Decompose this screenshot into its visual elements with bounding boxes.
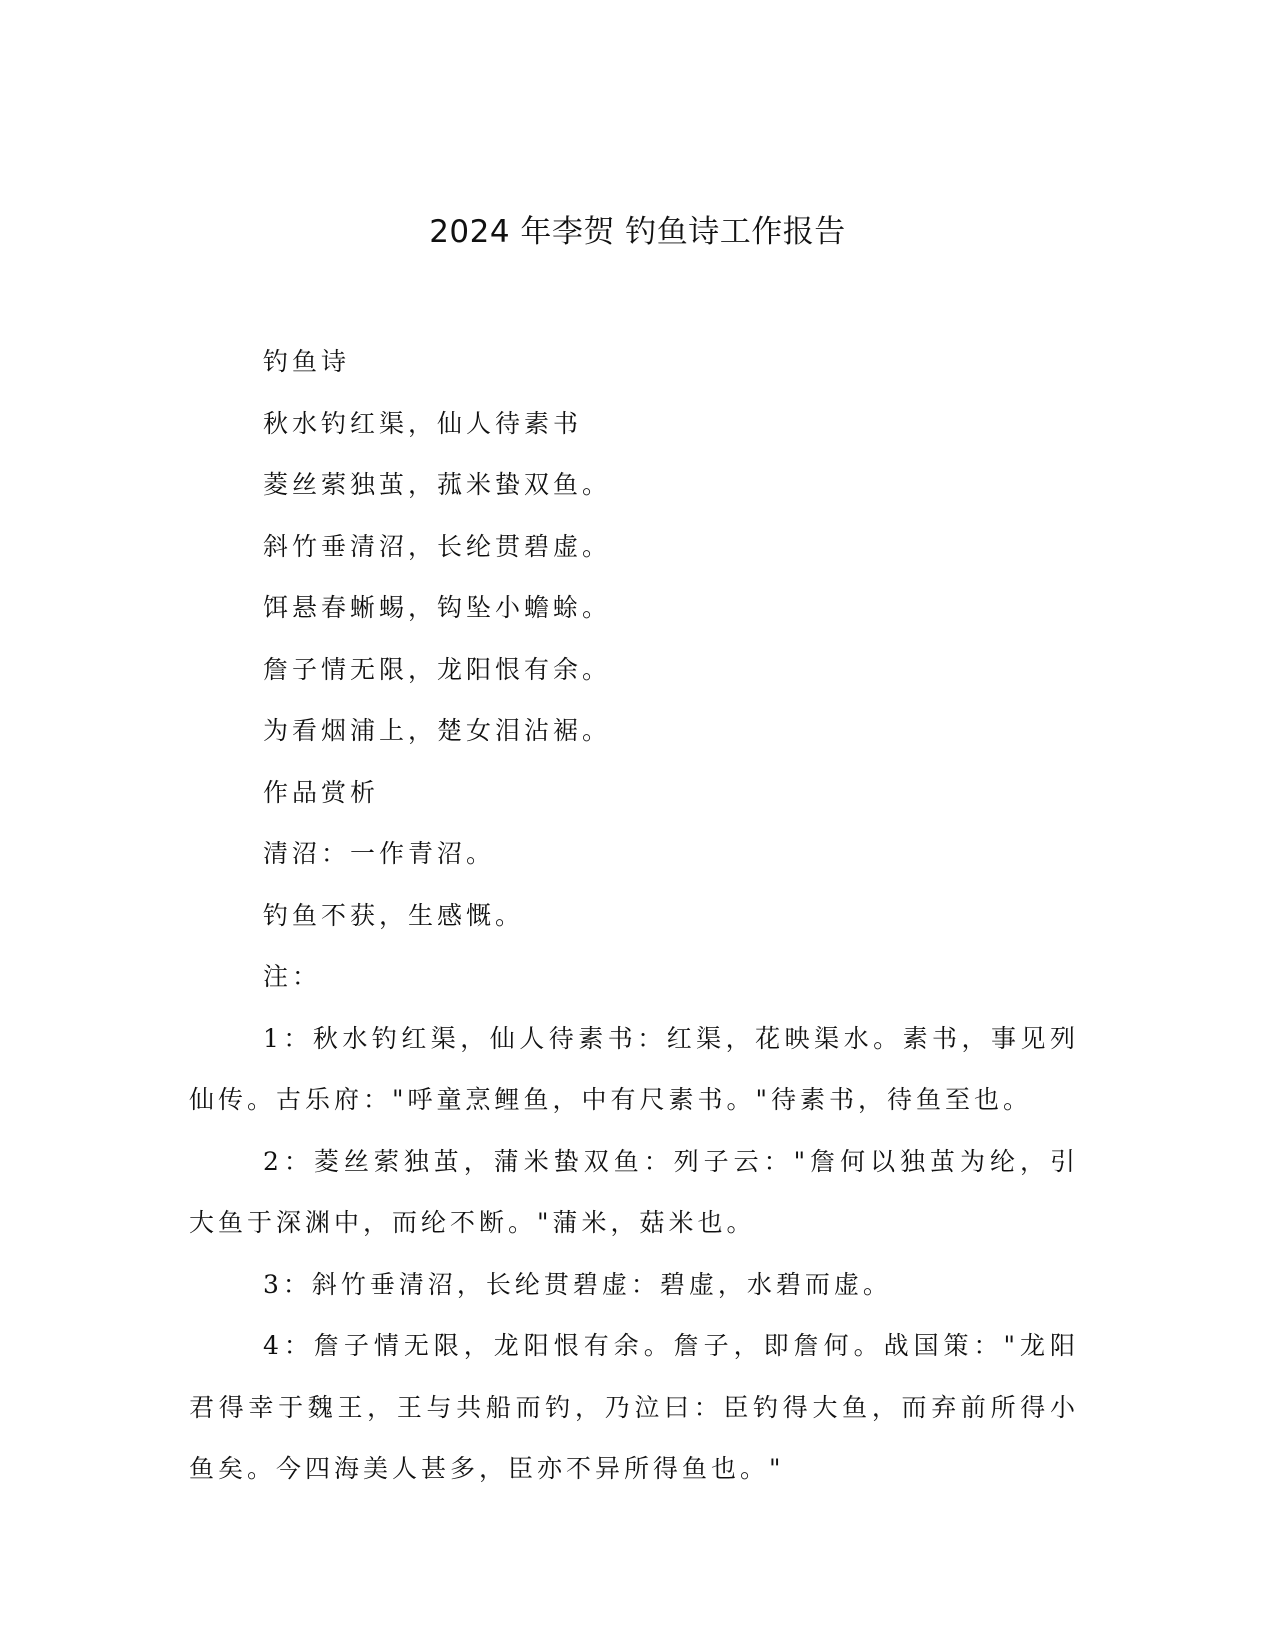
note-1: 1：秋水钓红渠，仙人待素书：红渠，花映渠水。素书，事见列仙传。古乐府："呼童烹鲤鱼，中有尺素书。"待素书，待鱼至也。 xyxy=(189,1023,1079,1114)
poem-line-6: 为看烟浦上，楚女泪沾裾。 xyxy=(263,716,612,745)
poem-line-2: 菱丝萦独茧，菰米蛰双鱼。 xyxy=(263,470,612,499)
poem-line-1: 秋水钓红渠，仙人待素书 xyxy=(263,408,583,438)
poem-line-4: 饵悬春蜥蜴，钩坠小蟾蜍。 xyxy=(263,593,612,622)
poem-line-5: 詹子情无限，龙阳恨有余。 xyxy=(263,654,612,684)
analysis-heading: 作品赏析 xyxy=(263,777,380,807)
document-title: 2024 年李贺 钓鱼诗工作报告 xyxy=(429,214,846,250)
analysis-line-1: 清沼：一作青沼。 xyxy=(263,839,496,868)
note-3: 3：斜竹垂清沼，长纶贯碧虚：碧虚，水碧而虚。 xyxy=(263,1269,892,1299)
notes-label: 注： xyxy=(263,962,322,991)
analysis-line-2: 钓鱼不获，生感慨。 xyxy=(263,900,525,930)
note-2: 2：菱丝萦独茧，蒲米蛰双鱼：列子云："詹何以独茧为纶，引大鱼于深渊中，而纶不断。"蒲米，菇米也。 xyxy=(189,1146,1079,1237)
poem-line-3: 斜竹垂清沼，长纶贯碧虚。 xyxy=(263,531,612,561)
poem-heading: 钓鱼诗 xyxy=(263,347,351,376)
document-body xyxy=(189,331,1079,1500)
note-4: 4：詹子情无限，龙阳恨有余。詹子，即詹何。战国策："龙阳君得幸于魏王，王与共船而钓，乃泣曰：臣钓得大鱼，而弃前所得小鱼矣。今四海美人甚多，臣亦不异所得鱼也。" xyxy=(189,1331,1079,1483)
